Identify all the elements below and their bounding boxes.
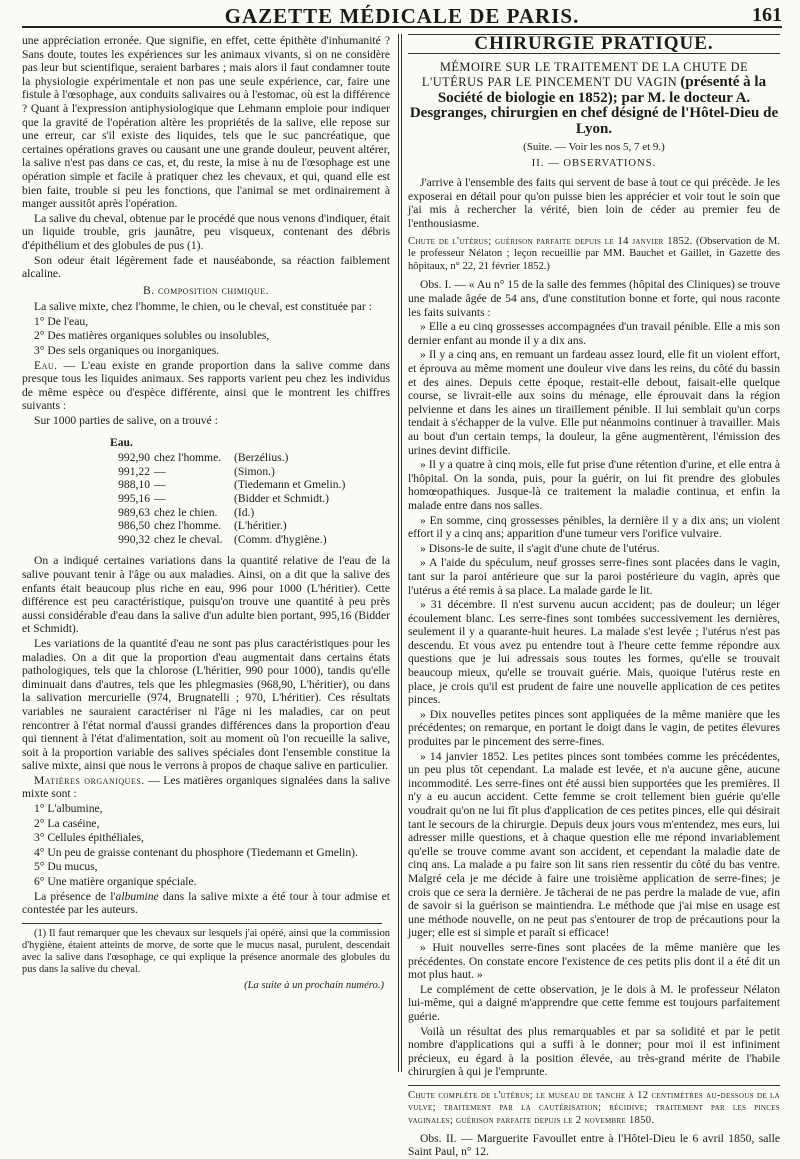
run-in-heading: Eau. xyxy=(34,358,58,372)
journal-title: GAZETTE MÉDICALE DE PARIS. xyxy=(224,4,580,28)
article-continuation: (Suite. — Voir les nos 5, 7 et 9.) xyxy=(523,141,665,154)
water-source: (Berzélius.) xyxy=(234,451,289,465)
water-subject: chez l'homme. xyxy=(154,451,222,465)
paragraph-albumine xyxy=(22,890,390,917)
subsection-heading: II. — OBSERVATIONS. xyxy=(531,157,657,169)
divider xyxy=(408,1085,780,1086)
water-table-row xyxy=(110,519,390,533)
paragraph: Voilà un résultat des plus remarquables et par sa solidité et par le petit nombre d'applications qui a suffi à le donner; pour moi il est infiniment précieux, eu égard à la position élevée, au très-grand mérite de l'habile chirurgien à qui je l'emprunte. xyxy=(408,1024,780,1079)
water-subject: — xyxy=(154,492,166,505)
water-source: (Id.) xyxy=(234,505,255,519)
paragraph-eau xyxy=(22,359,390,413)
paragraph: J'arrive à l'ensemble des faits qui servent de base à tout ce qui précède. Je les exposerai en détail pour qu'on puisse bien les apprécier et voir tout le soin que j'ai mis à rechercher la vérité, bien loin de céder au premier feu de l'enthousiasme. xyxy=(408,176,780,231)
italic-run: albumine xyxy=(115,889,159,903)
paragraph: » 31 décembre. Il n'est survenu aucun accident; pas de douleur; un léger écoulement blanc. Les serre-fines sont tombées successivement les dernières, seulement il y a quarante-huit heures. La malade s'est levée ; l'utérus n'est pas descendu. Et vous avez pu entendre tout à l'heure cette femme répondre aux questions que je lui adressais sous toutes les formes, qu'elle se trouvait beaucoup mieux, qu'elle se trouvait guérie. Mais, quoique l'utérus reste en place, je crois qu'il est prudent de faire une nouvelle application de ces petites pinces. xyxy=(408,598,780,707)
water-value: 988,10 xyxy=(118,478,150,492)
paragraph: » Elle a eu cinq grossesses accompagnées d'un travail pénible. Elle a mis son dernier enfant au monde il y a dix ans. xyxy=(408,320,780,347)
paragraph: » Dix nouvelles petites pinces sont appliquées de la même manière que les précédentes; on remarque, en portant le doigt dans le vagin, de petites élevures produites par le pincement des serre-fines. xyxy=(408,707,780,749)
footnote-rule xyxy=(22,923,382,924)
water-subject: chez l'homme. xyxy=(154,519,222,533)
text-run: La présence de l' xyxy=(34,889,116,903)
list-constituents xyxy=(22,315,390,358)
water-table-row xyxy=(110,465,390,479)
list-item: 6° Une matière organique spéciale. xyxy=(34,875,197,889)
right-column xyxy=(408,33,780,1159)
paragraph: La salive mixte, chez l'homme, le chien, ou le cheval, est constituée par : xyxy=(34,300,372,314)
paragraph: Obs. I. — « Au n° 15 de la salle des femmes (hôpital des Cliniques) se trouve une malade âgée de 54 ans, d'une constitution bonne et forte, qui nous raconte les faits suivants : xyxy=(408,278,780,319)
water-value: 990,32 xyxy=(118,532,150,546)
list-item: 1° De l'eau, xyxy=(34,314,89,328)
list-item: 4° Un peu de graisse contenant du phosphore (Tiedemann et Gmelin). xyxy=(34,845,358,859)
paragraph: » Il y a quatre à cinq mois, elle fut prise d'une rétention d'urine, et elle entra à l'hôpital. On la sonda, puis, pour la guérir, on lui fit prendre des globules homœopathiques. Jusque-là ce traitement la maladie continua, et enfin la malade entre dans nos salles. xyxy=(408,458,780,512)
paragraph: » Disons-le de suite, il s'agit d'une chute de l'utérus. xyxy=(420,541,660,555)
paragraph: » Il y a cinq ans, en remuant un fardeau assez lourd, elle fit un violent effort, et éprouva au même moment une douleur vive dans les reins, du côté du bassin et des aines. Depuis cette époque, restait-elle debout, faisait-elle quelque course, se livrait-elle aux soins du ménage, elle éprouvait dans la région pelvienne et dans les aines un tiraillement pénible. Il lui semblait qu'un corps tendait à s'échapper de la vulve. Elle put néanmoins continuer à travailler. Mais au bout d'un certain temps, la douleur, la gêne augmentèrent, l'émission des urines devint difficile. xyxy=(408,348,780,457)
paragraph: » A l'aide du spéculum, neuf grosses serre-fines sont placées dans le vagin, tant sur la paroi antérieure que sur la paroi postérieure du vagin, après que l'utérus a été remis à sa place. La malade garde le lit. xyxy=(408,556,780,597)
continuation-note: (La suite à un prochain numéro.) xyxy=(244,979,384,991)
paragraph: La salive du cheval, obtenue par le procédé que nous venons d'indiquer, était un liquide trouble, gris jaunâtre, peu visqueux, contenant des débris d'épithélium et des globules de pus (1). xyxy=(22,211,390,252)
list-item: 1° L'albumine, xyxy=(34,802,103,816)
paragraph: Le complément de cette observation, je le dois à M. le professeur Nélaton lui-même, qui a daigné m'apprendre que cette femme est toujours parfaitement guérie. xyxy=(408,982,780,1023)
paragraph: Les variations de la quantité d'eau ne sont pas plus caractéristiques pour les maladies. On a dit que la proportion d'eau augmentait dans certains états pathologiques, tels que la chlorose (L'héritier, 990 pour 1000), tandis qu'elle diminuait dans d'autres, tels que les phlegmasies (968,90, L'héritier), ou dans la salivation mercurielle (974, Brugnatelli ; 970, L'héritier). Ces résultats variables ne sauraient caractériser ni l'âge ni les maladies, car on peut rencontrer à l'état normal d'aussi grandes différences dans la proportion d'eau qui tiennent à l'état d'alimentation, soit au moment où l'on recueille la salive, soit à la proportion variable des salives spéciales dont l'ensemble constitue la salive mixte, ainsi que nous le verrons à propos de chaque salive en particulier. xyxy=(22,636,390,773)
water-table-row xyxy=(110,533,390,547)
water-value: 986,50 xyxy=(118,519,150,533)
paragraph: Son odeur était légèrement fade et nauséabonde, sa réaction faiblement alcaline. xyxy=(22,253,390,281)
section-title: CHIRURGIE PRATIQUE. xyxy=(408,34,780,54)
water-value: 991,22 xyxy=(118,464,150,478)
case-heading xyxy=(408,236,780,274)
water-table-row xyxy=(110,506,390,520)
text-run: dans la salive mixte a été tour à tour admise et contestée par les auteurs. xyxy=(22,889,390,917)
paragraph: » Huit nouvelles serre-fines sont placées de la même manière que les précédentes. On constate encore l'existence de ces petits plis dont il a été dit un mot plus haut. » xyxy=(408,940,780,982)
water-table-header: Eau. xyxy=(110,435,133,449)
page-header xyxy=(22,2,782,28)
water-table-row xyxy=(110,478,390,492)
water-subject: — xyxy=(154,478,166,492)
list-item: 3° Des sels organiques ou inorganiques. xyxy=(34,344,220,358)
list-item: 2° La caséine, xyxy=(34,816,100,830)
paragraph-text: — Les matières organiques signalées dans la salive mixte sont : xyxy=(22,773,390,801)
paragraph: On a indiqué certaines variations dans la quantité relative de l'eau de la salive pouvant tenir à l'âge ou aux maladies. Ainsi, on a dit que la salive des enfants était beaucoup plus riche en eau, 996 pour 1000 (L'héritier). Cette différence est peu caractéristique, puisqu'on trouve une quantité à peu près aussi considérable d'eau dans la salive d'un adulte bien portant, 995,16 (Bidder et Schmidt). xyxy=(22,554,390,636)
paragraph-matieres xyxy=(22,774,390,801)
section-heading: B. composition chimique. xyxy=(143,283,269,297)
water-table xyxy=(22,436,390,547)
water-value: 995,16 xyxy=(118,492,150,505)
water-subject: — xyxy=(154,464,166,478)
column-divider-double xyxy=(401,34,402,1072)
water-source: (Simon.) xyxy=(234,464,275,478)
paragraph: Sur 1000 parties de salive, on a trouvé : xyxy=(34,414,218,428)
water-table-row xyxy=(110,492,390,506)
water-table-row xyxy=(110,451,390,465)
water-value: 992,90 xyxy=(118,451,150,465)
list-item: 3° Cellules épithéliales, xyxy=(34,831,144,845)
water-subject: chez le cheval. xyxy=(154,532,223,546)
page-number: 161 xyxy=(752,4,782,26)
article-title-caps: MÉMOIRE SUR LE TRAITEMENT DE LA CHUTE DE L'UTÉRUS PAR LE PINCEMENT DU VAGIN xyxy=(421,59,749,90)
water-source: (Comm. d'hygiène.) xyxy=(234,532,327,546)
water-source: (L'héritier.) xyxy=(234,519,287,533)
paragraph: » 14 janvier 1852. Les petites pinces sont tombées comme les précédentes, un peu plus tôt cependant. La malade est levée, et n'a aucune gêne, aucune incommodité. Les serre-fines ont été aussi bien supportées que les premières. Il n'y a eu aucun accident. Cette femme se croit tellement bien guérie qu'elle voudrait qu'on ne lui fît plus d'application de ces petites pinces, elle qui désirait tant le secours de la chirurgie. Depuis deux jours vous m'entendez, mes eurs, lui adresser mille questions, et à chaque question elle me répond invariablement qu'elle se trouve comme avant son accident, et cependant la maladie date de cinq ans. La malade a pu faire son lit sans rien ressentir du côté du bas ventre. Malgré cela je me décide à faire une troisième application de serre-fines; je crois que ce sera la dernière. Je tâcherai de ne pas perdre la malade de vue, afin de savoir si la guérison se maintiendra. Le méthode que j'ai mise en usage est une méthode nouvelle, on ne peut pas s'entourer de trop de précautions pour la juger; elle est si simple et paraît si efficace! xyxy=(408,749,780,940)
left-column xyxy=(22,34,390,1070)
list-item: 5° Du mucus, xyxy=(34,860,98,874)
water-source: (Tiedemann et Gmelin.) xyxy=(234,478,346,492)
case-heading: Chute complète de l'utérus; le museau de tanche à 12 centimètres au-dessous de la vulve; traitement par la cautérisation; récidive; traitement par les pinces vaginales; guérison parfaite depuis le 2 novembre 1850. xyxy=(408,1089,780,1127)
water-source: (Bidder et Schmidt.) xyxy=(234,492,329,505)
paragraph: une appréciation erronée. Que signifie, en effet, cette épithète d'inhumanité ? Sans doute, toutes les expériences sur les animaux vivants, si on ne considère pas leur but scientifique, seraient barbares ; mais alors il faut condamner toute la physiologie expérimentale et non pas une seule expérience, car, faire une fistule à l'œsophage, aux conduits salivaires ou à l'estomac, où est la différence ? Quant à l'expression antiphysiologique que Lehmann emploie pour indiquer que la gravité de l'opération altère les propriétés de la salive, elle repose sur une erreur, car s'il existe des liquides, tels que le suc pancréatique, que certaines opérations graves ou causant une une grande douleur, peuvent altérer, la salive n'est pas dans ce cas, et, du reste, la mise à nu de l'œsophage est une opération simple et facile à pratiquer chez les chevaux, et qui, quand elle est bien faite, trouble si peu les fonctions, que l'animal se met ordinairement à manger aussitôt après l'opération. xyxy=(22,34,390,211)
run-in-heading: Matières organiques. xyxy=(34,773,145,787)
article-title xyxy=(408,60,780,138)
column-divider xyxy=(398,34,399,1072)
water-subject: chez le chien. xyxy=(154,505,218,519)
paragraph-text: — L'eau existe en grande proportion dans la salive comme dans presque tous les liquides animaux. Ses rapports varient peu chez les individus de même espèce ou d'espèce différente, ainsi que le montrent les chiffres suivants : xyxy=(22,358,390,413)
case-heading-source: (Observation de M. le professeur Nélaton ; leçon recueillie par MM. Bauchet et Gaillet, in Gazette des hôpitaux, n° 22, 21 février 1852.) xyxy=(408,235,780,272)
paragraph: Obs. II. — Marguerite Favoullet entre à l'Hôtel-Dieu le 6 avril 1850, salle Saint Paul, n° 12. xyxy=(408,1131,780,1159)
article-title-bold: (présenté à la Société de biologie en 1852); par M. le docteur A. Desgranges, chirurgien en chef désigné de l'Hôtel-Dieu de Lyon. xyxy=(409,74,779,137)
list-item: 2° Des matières organiques solubles ou insolubles, xyxy=(34,329,270,343)
case-heading-caps: Chute de l'utérus; guérison parfaite depuis le 14 janvier 1852. xyxy=(408,235,693,247)
paragraph: » En somme, cinq grossesses pénibles, la dernière il y a dix ans; un violent effort il y a cinq ans; apparition d'une tumeur vers l'orifice vulvaire. xyxy=(408,513,780,541)
list-organic xyxy=(22,802,390,889)
footnote: (1) Il faut remarquer que les chevaux sur lesquels j'ai opéré, ainsi que la commission d'hygiène, étaient atteints de morve, de sorte que le mucus nasal, purulent, descendait avec la salive dans l'œsophage, ce qui explique la présence anormale des globules du pus dans la salive du cheval. xyxy=(22,927,390,976)
water-value: 989,63 xyxy=(118,505,150,519)
